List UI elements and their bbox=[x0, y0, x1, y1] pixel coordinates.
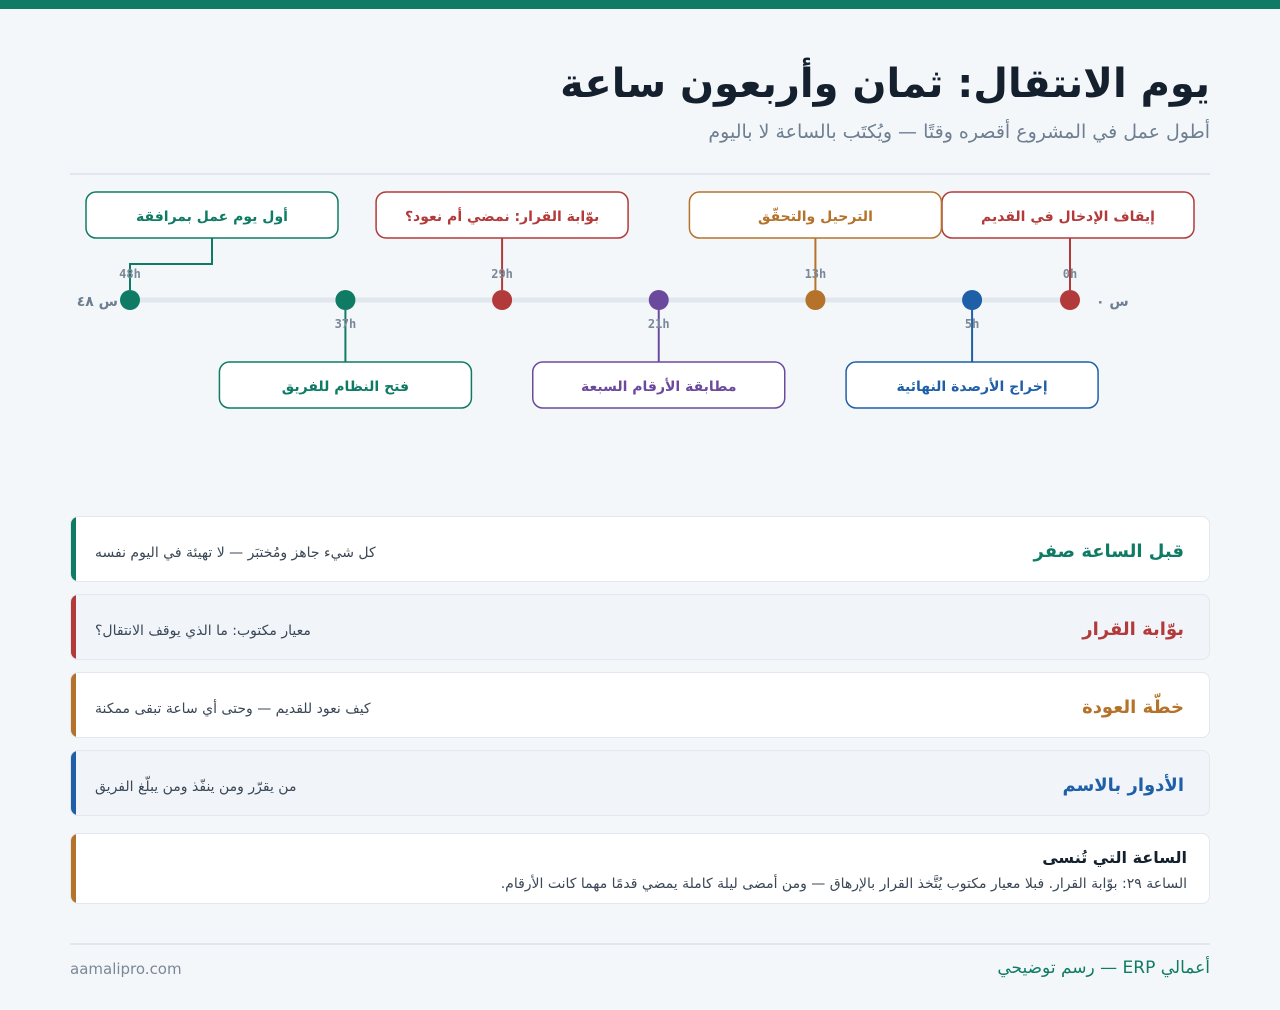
principle-row bbox=[70, 516, 1210, 582]
event-hour-label-3: 21h bbox=[647, 317, 670, 331]
principle-title: خطّة العودة bbox=[1082, 697, 1184, 718]
event-label-1: إخراج الأرصدة النهائية bbox=[896, 379, 1048, 395]
principle-description: كيف نعود للقديم — وحتى أي ساعة تبقى ممكنة bbox=[95, 701, 371, 717]
callout-title: الساعة التي تُنسى bbox=[1042, 848, 1187, 867]
event-dot-0 bbox=[1060, 290, 1080, 310]
event-dot-5 bbox=[335, 290, 355, 310]
principle-accent bbox=[71, 595, 76, 659]
callout-note bbox=[70, 833, 1210, 904]
principle-description: معيار مكتوب: ما الذي يوقف الانتقال؟ bbox=[95, 623, 311, 639]
principle-accent bbox=[71, 673, 76, 737]
event-connector-6 bbox=[130, 238, 212, 290]
principle-row bbox=[70, 672, 1210, 738]
event-dot-4 bbox=[492, 290, 512, 310]
footer-divider bbox=[70, 943, 1210, 945]
event-hour-label-1: 5h bbox=[964, 317, 980, 331]
event-label-5: فتح النظام للفريق bbox=[281, 379, 410, 395]
event-dot-6 bbox=[120, 290, 140, 310]
principle-description: من يقرّر ومن ينفّذ ومن يبلّغ الفريق bbox=[95, 779, 297, 795]
event-label-6: أول يوم عمل بمرافقة bbox=[136, 209, 288, 225]
principle-row bbox=[70, 594, 1210, 660]
timeline-start-label: س ٠ bbox=[1096, 294, 1129, 310]
event-hour-label-6: 48h bbox=[119, 267, 141, 281]
event-dot-2 bbox=[805, 290, 825, 310]
event-label-0: إيقاف الإدخال في القديم bbox=[981, 209, 1155, 225]
principle-description: كل شيء جاهز ومُختبَر — لا تهيئة في اليوم نفسه bbox=[95, 545, 376, 561]
event-label-4: بوّابة القرار: نمضي أم نعود؟ bbox=[404, 209, 600, 225]
footer-website: aamalipro.com bbox=[70, 960, 182, 978]
event-dot-3 bbox=[649, 290, 669, 310]
principle-accent bbox=[71, 517, 76, 581]
principle-accent bbox=[71, 751, 76, 815]
page-title: يوم الانتقال: ثمان وأربعون ساعة bbox=[560, 61, 1210, 107]
event-label-2: الترحيل والتحقّق bbox=[757, 209, 873, 225]
timeline-end-label: س ٤٨ bbox=[76, 294, 118, 310]
callout-body: الساعة ٢٩: بوّابة القرار. فبلا معيار مكتوب يُتَّخذ القرار بالإرهاق — ومن أمضى ليلة كاملة يمضي قدمًا مهما كانت الأرقام. bbox=[500, 876, 1187, 892]
timeline-diagram bbox=[0, 0, 1280, 480]
event-dot-1 bbox=[962, 290, 982, 310]
footer-brand: أعمالي ERP — رسم توضيحي bbox=[997, 958, 1210, 978]
event-hour-label-0: 0h bbox=[1062, 267, 1078, 281]
principle-title: قبل الساعة صفر bbox=[1033, 541, 1184, 562]
principle-row bbox=[70, 750, 1210, 816]
event-hour-label-2: 13h bbox=[804, 267, 827, 281]
callout-accent bbox=[71, 834, 76, 903]
event-hour-label-4: 29h bbox=[491, 267, 513, 281]
page-subtitle: أطول عمل في المشروع أقصره وقتًا — ويُكتَب بالساعة لا باليوم bbox=[708, 121, 1210, 143]
event-label-3: مطابقة الأرقام السبعة bbox=[580, 379, 737, 395]
principle-title: بوّابة القرار bbox=[1082, 619, 1184, 640]
principle-title: الأدوار بالاسم bbox=[1062, 775, 1184, 796]
event-hour-label-5: 37h bbox=[334, 317, 357, 331]
